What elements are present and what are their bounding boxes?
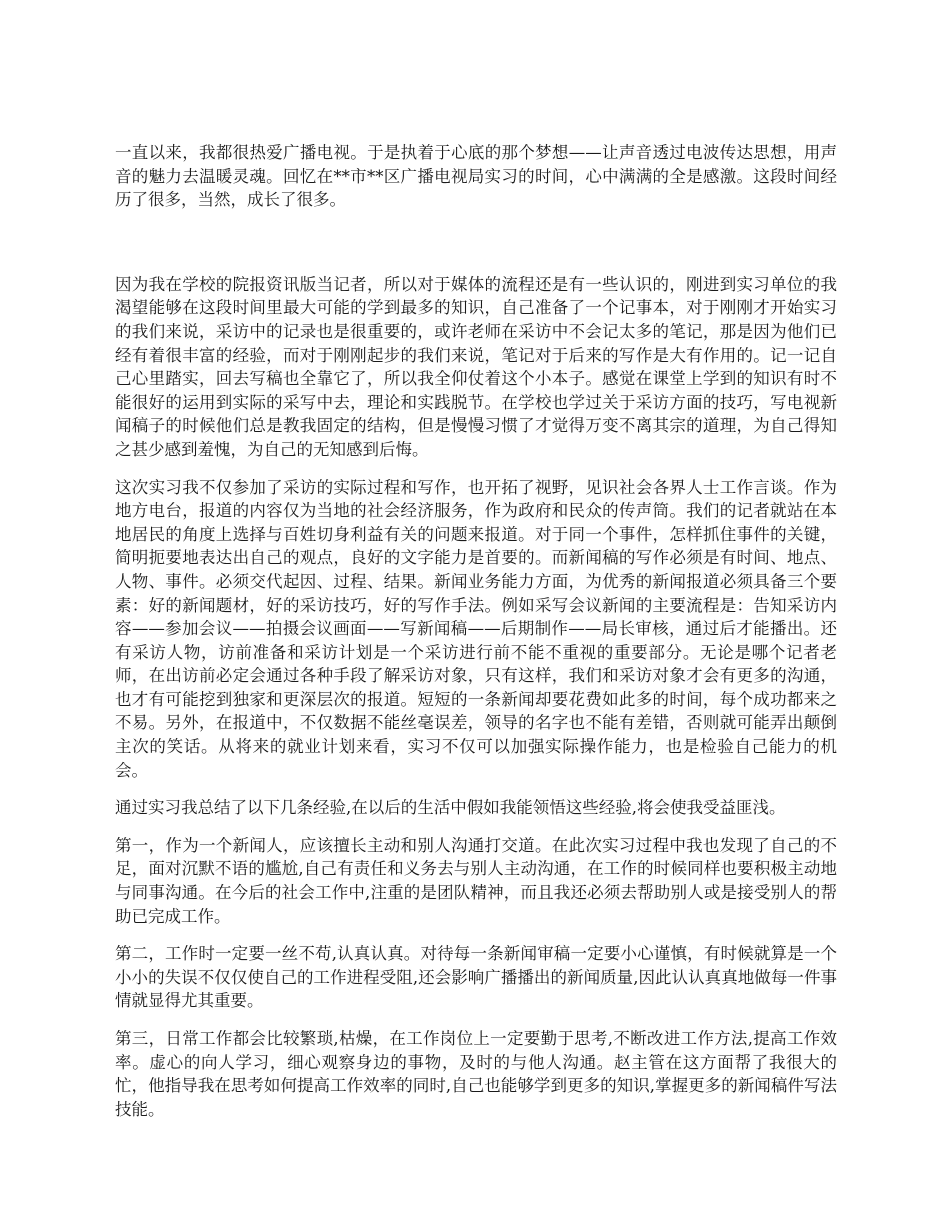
paragraph-intro: 一直以来，我都很热爱广播电视。于是执着于心底的那个梦想——让声音透过电波传达思想，用声音的魅力去温暖灵魂。回忆在**市**区广播电视局实习的时间，心中满满的全是感激。这段时间经历了很多，当然，成长了很多。 xyxy=(115,143,837,210)
paragraph-interview-process: 这次实习我不仅参加了采访的实际过程和写作，也开拓了视野，见识社会各界人士工作言谈。作为地方电台，报道的内容仅为当地的社会经济服务，作为政府和民众的传声筒。我们的记者就站在本地居民的角度上选择与百姓切身利益有关的问题来报道。对于同一个事件，怎样抓住事件的关键，简明扼要地表达出自己的观点，良好的文字能力是首要的。而新闻稿的写作必须是有时间、地点、人物、事件。必须交代起因、过程、结果。新闻业务能力方面，为优秀的新闻报道必须具备三个要素：好的新闻题材，好的采访技巧，好的写作手法。例如采写会议新闻的主要流程是：告知采访内容——参加会议——拍摄会议画面——写新闻稿——后期制作——局长审核，通过后才能播出。还有采访人物，访前准备和采访计划是一个采访进行前不能不重视的重要部分。无论是哪个记者老师，在出访前必定会通过各种手段了解采访对象，只有这样，我们和采访对象才会有更多的沟通，也才有可能挖到独家和更深层次的报道。短短的一条新闻却要花费如此多的时间，每个成功都来之不易。另外，在报道中，不仅数据不能丝毫误差，领导的名字也不能有差错，否则就可能弄出颠倒主次的笑话。从将来的就业计划来看，实习不仅可以加强实际操作能力，也是检验自己能力的机会。 xyxy=(115,477,837,780)
paragraph-summary-intro: 通过实习我总结了以下几条经验,在以后的生活中假如我能领悟这些经验,将会使我受益匪浅。 xyxy=(115,798,786,818)
paragraph-lesson-one: 第一，作为一个新闻人，应该擅长主动和别人沟通打交道。在此次实习过程中我也发现了自己的不足，面对沉默不语的尴尬,自己有责任和义务去与别人主动沟通，在工作的时候同样也要积极主动地与同事沟通。在今后的社会工作中,注重的是团队精神，而且我还必须去帮助别人或是接受别人的帮助已完成工作。 xyxy=(115,835,837,926)
paragraph-lesson-two: 第二，工作时一定要一丝不苟,认真认真。对待每一条新闻审稿一定要小心谨慎，有时候就算是一个小小的失误不仅仅使自己的工作进程受阻,还会影响广播播出的新闻质量,因此认认真真地做每一件事情就显得尤其重要。 xyxy=(115,944,837,1011)
document-body xyxy=(115,141,837,1135)
paragraph-lesson-three: 第三，日常工作都会比较繁琐,枯燥，在工作岗位上一定要勤于思考,不断改进工作方法,提高工作效率。虚心的向人学习，细心观察身边的事物，及时的与他人沟通。赵主管在这方面帮了我很大的忙，他指导我在思考如何提高工作效率的同时,自己也能够学到更多的知识,掌握更多的新闻稿件写法技能。 xyxy=(115,1029,837,1119)
paragraph-note-taking: 因为我在学校的院报资讯版当记者，所以对于媒体的流程还是有一些认识的，刚进到实习单位的我渴望能够在这段时间里最大可能的学到最多的知识，自己准备了一个记事本，对于刚刚才开始实习的我们来说，采访中的记录也是很重要的，或许老师在采访中不会记太多的笔记，那是因为他们已经有着很丰富的经验，而对于刚刚起步的我们来说，笔记对于后来的写作是大有作用的。记一记自己心里踏实，回去写稿也全靠它了，所以我全仰仗着这个小本子。感觉在课堂上学到的知识有时不能很好的运用到实际的采写中去，理论和实践脱节。在学校也学过关于采访方面的技巧，写电视新闻稿子的时候他们总是教我固定的结构，但是慢慢习惯了才觉得万变不离其宗的道理，为自己得知之甚少感到羞愧，为自己的无知感到后悔。 xyxy=(115,274,837,459)
